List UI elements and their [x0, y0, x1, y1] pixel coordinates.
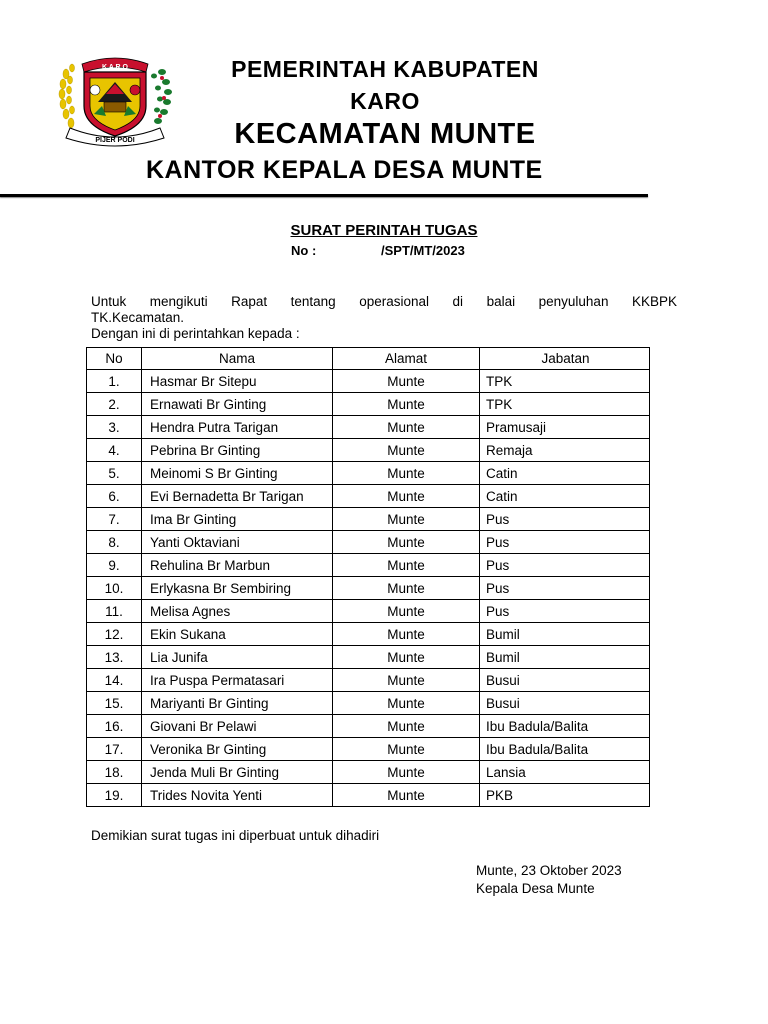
- table-row: [87, 738, 650, 761]
- row-no: 19.: [87, 784, 142, 807]
- svg-text:K A R O: K A R O: [102, 64, 128, 71]
- row-jabatan: Pus: [480, 577, 650, 600]
- table-row: [87, 439, 650, 462]
- row-jabatan: Pus: [480, 508, 650, 531]
- table-row: [87, 393, 650, 416]
- row-jabatan: Lansia: [480, 761, 650, 784]
- table-row: [87, 370, 650, 393]
- row-alamat: Munte: [333, 393, 480, 416]
- intro-line-2: TK.Kecamatan.: [91, 310, 185, 325]
- table-row: [87, 784, 650, 807]
- row-alamat: Munte: [333, 784, 480, 807]
- row-alamat: Munte: [333, 462, 480, 485]
- table-row: [87, 669, 650, 692]
- table-row: [87, 531, 650, 554]
- header-jabatan: Jabatan: [480, 348, 650, 370]
- row-jabatan: Catin: [480, 485, 650, 508]
- header-divider: [0, 194, 648, 197]
- row-no: 10.: [87, 577, 142, 600]
- table-header-row: [87, 348, 650, 370]
- row-nama: Ima Br Ginting: [142, 508, 333, 531]
- row-jabatan: PKB: [480, 784, 650, 807]
- table-row: [87, 715, 650, 738]
- row-jabatan: Bumil: [480, 623, 650, 646]
- row-alamat: Munte: [333, 600, 480, 623]
- row-no: 17.: [87, 738, 142, 761]
- row-no: 11.: [87, 600, 142, 623]
- row-nama: Giovani Br Pelawi: [142, 715, 333, 738]
- assignee-table: [86, 347, 650, 807]
- row-alamat: Munte: [333, 531, 480, 554]
- row-jabatan: Catin: [480, 462, 650, 485]
- header-nama: Nama: [142, 348, 333, 370]
- row-alamat: Munte: [333, 554, 480, 577]
- row-no: 8.: [87, 531, 142, 554]
- row-jabatan: Busui: [480, 669, 650, 692]
- signer-title: Kepala Desa Munte: [476, 881, 595, 896]
- row-jabatan: Remaja: [480, 439, 650, 462]
- row-no: 9.: [87, 554, 142, 577]
- row-nama: Ernawati Br Ginting: [142, 393, 333, 416]
- table-row: [87, 416, 650, 439]
- row-nama: Hendra Putra Tarigan: [142, 416, 333, 439]
- closing-statement: Demikian surat tugas ini diperbuat untuk dihadiri: [91, 828, 380, 843]
- header-government: PEMERINTAH KABUPATEN: [231, 56, 539, 82]
- table-row: [87, 462, 650, 485]
- header-district: KECAMATAN MUNTE: [234, 118, 536, 150]
- row-no: 7.: [87, 508, 142, 531]
- row-nama: Jenda Muli Br Ginting: [142, 761, 333, 784]
- table-row: [87, 577, 650, 600]
- row-alamat: Munte: [333, 761, 480, 784]
- svg-text:PIJER PODI: PIJER PODI: [95, 137, 135, 144]
- row-no: 5.: [87, 462, 142, 485]
- row-jabatan: Pus: [480, 554, 650, 577]
- row-no: 14.: [87, 669, 142, 692]
- row-alamat: Munte: [333, 669, 480, 692]
- row-jabatan: Bumil: [480, 646, 650, 669]
- letter-title: SURAT PERINTAH TUGAS: [290, 222, 478, 239]
- table-row: [87, 485, 650, 508]
- row-alamat: Munte: [333, 485, 480, 508]
- row-no: 1.: [87, 370, 142, 393]
- row-no: 2.: [87, 393, 142, 416]
- row-alamat: Munte: [333, 646, 480, 669]
- letter-number-label: No :: [291, 243, 317, 258]
- row-alamat: Munte: [333, 370, 480, 393]
- row-alamat: Munte: [333, 738, 480, 761]
- row-alamat: Munte: [333, 715, 480, 738]
- row-nama: Evi Bernadetta Br Tarigan: [142, 485, 333, 508]
- row-nama: Ekin Sukana: [142, 623, 333, 646]
- row-nama: Yanti Oktaviani: [142, 531, 333, 554]
- row-alamat: Munte: [333, 692, 480, 715]
- row-jabatan: Busui: [480, 692, 650, 715]
- row-jabatan: Pus: [480, 600, 650, 623]
- row-nama: Veronika Br Ginting: [142, 738, 333, 761]
- intro-line-3: Dengan ini di perintahkan kepada :: [91, 326, 300, 341]
- row-nama: Trides Novita Yenti: [142, 784, 333, 807]
- table-row: [87, 761, 650, 784]
- row-jabatan: Ibu Badula/Balita: [480, 715, 650, 738]
- header-office: KANTOR KEPALA DESA MUNTE: [146, 156, 543, 184]
- header-regency: KARO: [350, 88, 420, 114]
- row-no: 12.: [87, 623, 142, 646]
- table-row: [87, 508, 650, 531]
- table-row: [87, 646, 650, 669]
- row-alamat: Munte: [333, 416, 480, 439]
- row-jabatan: Pramusaji: [480, 416, 650, 439]
- letter-intro: [91, 294, 677, 342]
- table-row: [87, 554, 650, 577]
- row-nama: Rehulina Br Marbun: [142, 554, 333, 577]
- place-date: Munte, 23 Oktober 2023: [476, 863, 622, 878]
- row-alamat: Munte: [333, 508, 480, 531]
- row-alamat: Munte: [333, 439, 480, 462]
- row-alamat: Munte: [333, 623, 480, 646]
- row-nama: Erlykasna Br Sembiring: [142, 577, 333, 600]
- row-no: 18.: [87, 761, 142, 784]
- header-no: No: [87, 348, 142, 370]
- row-jabatan: TPK: [480, 370, 650, 393]
- row-nama: Hasmar Br Sitepu: [142, 370, 333, 393]
- row-nama: Meinomi S Br Ginting: [142, 462, 333, 485]
- row-jabatan: Pus: [480, 531, 650, 554]
- row-jabatan: Ibu Badula/Balita: [480, 738, 650, 761]
- row-nama: Lia Junifa: [142, 646, 333, 669]
- row-nama: Ira Puspa Permatasari: [142, 669, 333, 692]
- row-no: 13.: [87, 646, 142, 669]
- row-nama: Melisa Agnes: [142, 600, 333, 623]
- letter-number-value: /SPT/MT/2023: [381, 243, 465, 258]
- row-no: 15.: [87, 692, 142, 715]
- row-nama: Pebrina Br Ginting: [142, 439, 333, 462]
- row-no: 16.: [87, 715, 142, 738]
- table-row: [87, 692, 650, 715]
- row-no: 6.: [87, 485, 142, 508]
- header-alamat: Alamat: [333, 348, 480, 370]
- intro-line-1: Untuk mengikuti Rapat tentang operasional di balai penyuluhan KKBPK: [91, 294, 677, 309]
- table-row: [87, 623, 650, 646]
- row-alamat: Munte: [333, 577, 480, 600]
- row-no: 3.: [87, 416, 142, 439]
- row-no: 4.: [87, 439, 142, 462]
- table-row: [87, 600, 650, 623]
- row-nama: Mariyanti Br Ginting: [142, 692, 333, 715]
- row-jabatan: TPK: [480, 393, 650, 416]
